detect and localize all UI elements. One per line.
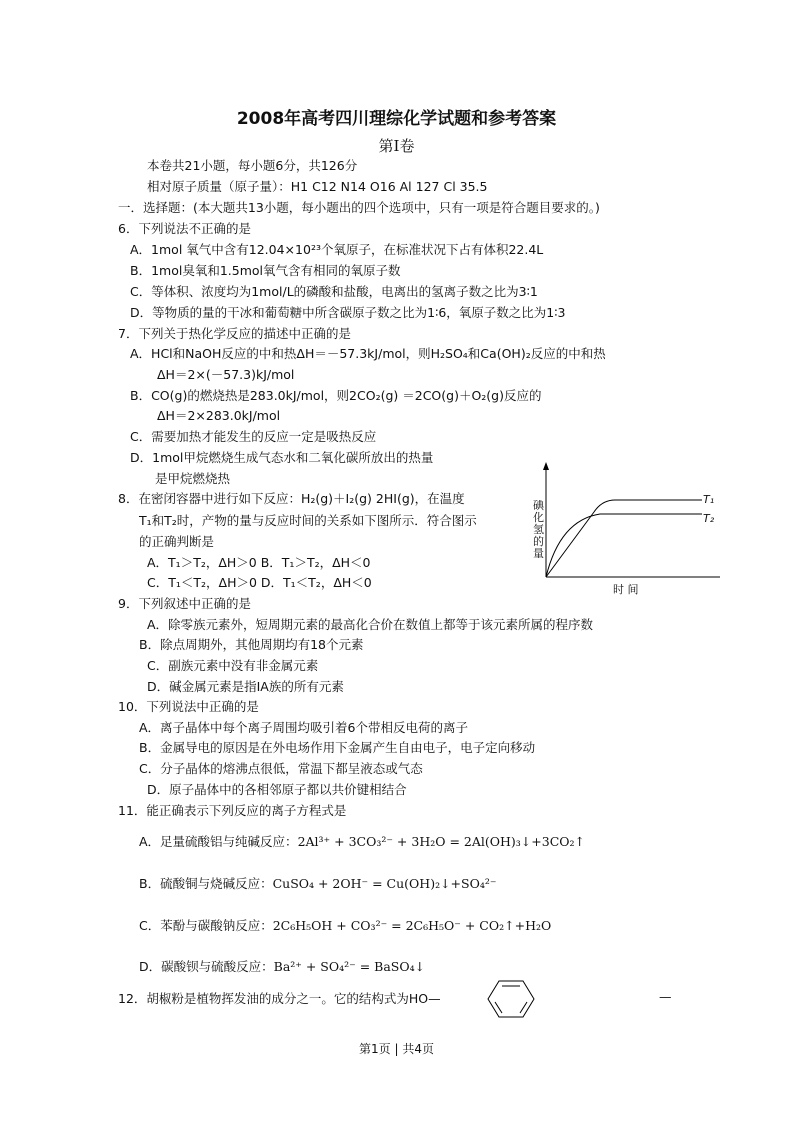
question-stem: 10．下列说法中正确的是 (118, 699, 259, 714)
option: D．等物质的量的干冰和葡萄糖中所含碳原子数之比为1∶6，氧原子数之比为1∶3 (130, 305, 566, 320)
option-text: C．苯酚与碳酸钠反应： (139, 918, 273, 933)
x-axis-label: 时 间 (613, 583, 639, 596)
intro-line: 本卷共21小题，每小题6分，共126分 (147, 158, 358, 173)
question-stem: 9．下列叙述中正确的是 (118, 596, 251, 611)
option: B．1mol臭氧和1.5mol氧气含有相同的氧原子数 (130, 263, 401, 278)
question-stem: 6．下列说法不正确的是 (118, 221, 251, 236)
option-cont: ΔH＝2×283.0kJ/mol (157, 408, 281, 423)
question-stem: 12．胡椒粉是植物挥发油的成分之一。它的结构式为HO— (118, 991, 441, 1006)
option: C．需要加热才能发生的反应一定是吸热反应 (130, 429, 377, 444)
option (139, 918, 551, 934)
option: D．1mol甲烷燃烧生成气态水和二氧化碳所放出的热量 (130, 450, 434, 465)
option: A．HCl和NaOH反应的中和热ΔH＝－57.3kJ/mol，则H₂SO₄和Ca(OH)₂反应的中和热 (130, 346, 606, 361)
option: D．原子晶体中的各相邻原子都以共价键相结合 (147, 782, 407, 797)
option (139, 959, 425, 975)
curve-T1 (546, 500, 702, 577)
option: C．分子晶体的熔沸点很低，常温下都呈液态或气态 (139, 761, 423, 776)
option: D．碱金属元素是指ⅠA族的所有元素 (147, 679, 344, 694)
volume-heading: 第Ⅰ卷 (378, 137, 415, 155)
page-title: 2008年高考四川理综化学试题和参考答案 (236, 109, 557, 129)
option-text: D．碳酸钡与硫酸反应： (139, 959, 274, 974)
option: A．除零族元素外，短周期元素的最高化合价在数值上都等于该元素所属的程序数 (147, 617, 594, 632)
question-stem: T₁和T₂时，产物的量与反应时间的关系如下图所示．符合图示 (139, 513, 477, 528)
option-cont: 是甲烷燃烧热 (155, 471, 231, 486)
question-stem: 7．下列关于热化学反应的描述中正确的是 (118, 326, 351, 341)
option: A．1mol 氧气中含有12.04×10²³个氧原子，在标准状况下占有体积22.4L (130, 242, 544, 257)
equation: Ba²⁺ + SO₄²⁻ = BaSO₄↓ (273, 959, 426, 974)
equation: 2C₆H₅OH + CO₃²⁻ = 2C₆H₅O⁻ + CO₂↑+H₂O (272, 918, 552, 933)
y-axis-label: 碘化氢的量 (533, 499, 544, 560)
option: A．T₁＞T₂，ΔH＞0 B．T₁＞T₂，ΔH＜0 (147, 555, 371, 570)
section-heading: 一．选择题：(本大题共13小题，每小题出的四个选项中，只有一项是符合题目要求的。) (118, 200, 600, 215)
option: B．金属导电的原因是在外电场作用下金属产生自由电子，电子定向移动 (139, 740, 536, 755)
y-axis-arrow (543, 462, 549, 470)
option-text: A．足量硫酸铝与纯碱反应： (139, 834, 298, 849)
question-stem: 8．在密闭容器中进行如下反应：H₂(g)＋I₂(g) 2HI(g)，在温度 (118, 491, 465, 506)
option: A．离子晶体中每个离子周围均吸引着6个带相反电荷的离子 (139, 720, 469, 735)
option: C．副族元素中没有非金属元素 (147, 658, 319, 673)
label-T2: T₂ (703, 512, 715, 525)
equation: CuSO₄ + 2OH⁻ = Cu(OH)₂↓+SO₄²⁻ (272, 876, 497, 891)
option (139, 876, 496, 892)
label-T1: T₁ (703, 493, 715, 506)
option: B．除点周期外，其他周期均有18个元素 (139, 637, 364, 652)
page-footer: 第1页 | 共4页 (359, 1042, 434, 1056)
question-stem: 11．能正确表示下列反应的离子方程式是 (118, 803, 347, 818)
intro-line: 相对原子质量（原子量）：H1 C12 N14 O16 Al 127 Cl 35.5 (147, 179, 488, 194)
option-text: B．硫酸铜与烧碱反应： (139, 876, 273, 891)
reaction-graph (530, 460, 793, 605)
option: B．CO(g)的燃烧热是283.0kJ/mol，则2CO₂(g) ＝2CO(g)＋O₂(g)反应的 (130, 388, 542, 403)
option: C．T₁＜T₂，ΔH＞0 D．T₁＜T₂，ΔH＜0 (147, 575, 372, 590)
equation: 2Al³⁺ + 3CO₃²⁻ + 3H₂O = 2Al(OH)₃↓+3CO₂↑ (297, 834, 585, 849)
option-cont: ΔH＝2×(－57.3)kJ/mol (157, 367, 295, 382)
question-stem: 的正确判断是 (139, 534, 215, 549)
bond-dash: — (659, 989, 672, 1004)
option (139, 834, 585, 850)
option: C．等体积、浓度均为1mol/L的磷酸和盐酸，电离出的氢离子数之比为3∶1 (130, 284, 538, 299)
benzene-ring-structure (486, 978, 536, 1020)
